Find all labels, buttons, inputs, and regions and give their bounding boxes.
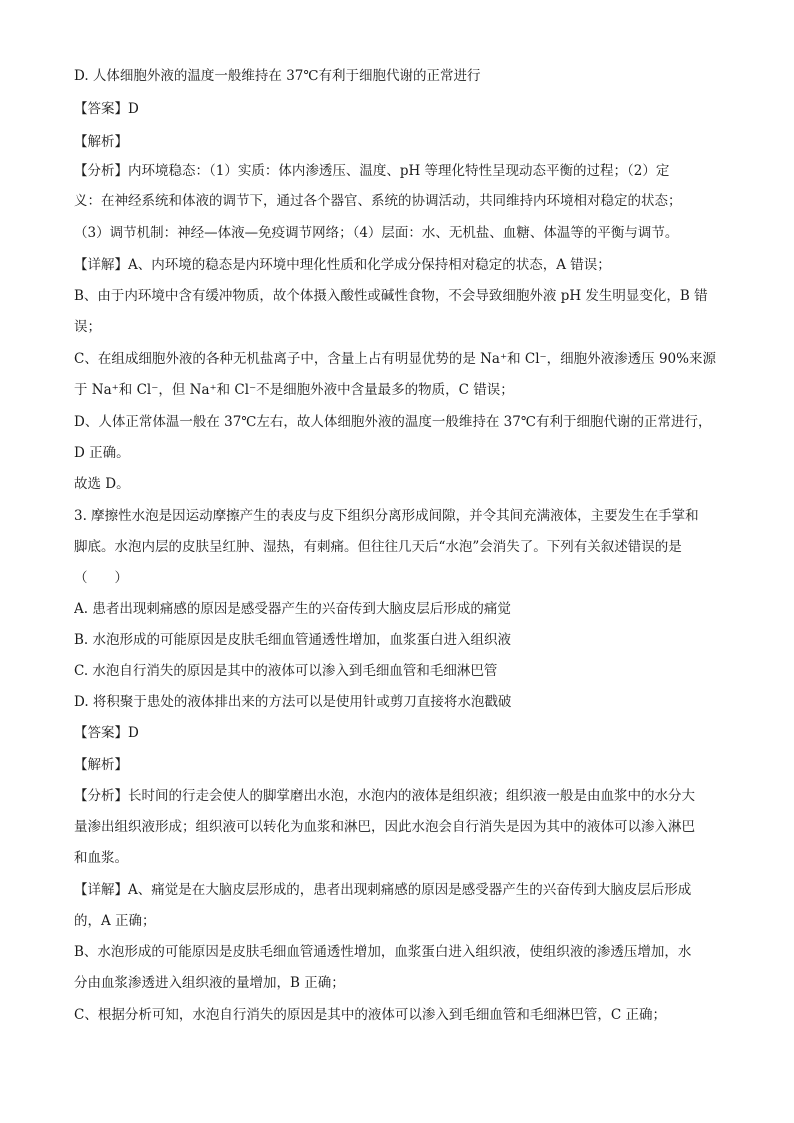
detail-b-line-2: 误； bbox=[74, 319, 101, 335]
detail-c-line-1: C、在组成细胞外液的各种无机盐离子中，含量上占有明显优势的是 Na⁺和 Cl⁻，细胞外液渗透压 90%来源 bbox=[74, 351, 716, 367]
detail-2-b-line-2: 分由血浆渗透进入组织液的量增加，B 正确； bbox=[74, 975, 345, 991]
detail-d-line-1: D、人体正常体温一般在 37℃左右，故人体细胞外液的温度一般维持在 37℃有利于细胞代谢的正常进行， bbox=[74, 414, 712, 430]
option-a: A. 患者出现刺痛感的原因是感受器产生的兴奋传到大脑皮层后形成的痛觉 bbox=[74, 601, 511, 617]
answer-label-2: 【答案】D bbox=[74, 725, 139, 741]
answer-label: 【答案】D bbox=[74, 101, 139, 117]
question-3-line-1: 3. 摩擦性水泡是因运动摩擦产生的表皮与皮下组织分离形成间隙，并令其间充满液体，主要发生在手掌和 bbox=[74, 508, 699, 524]
question-3-blank: （ ） bbox=[74, 570, 128, 586]
detail-2-a-line-2: 的，A 正确； bbox=[74, 913, 156, 929]
option-b: B. 水泡形成的可能原因是皮肤毛细血管通透性增加，血浆蛋白进入组织液 bbox=[74, 632, 512, 648]
detail-2-a-line-1: 【详解】A、痛觉是在大脑皮层形成的，患者出现刺痛感的原因是感受器产生的兴奋传到大脑皮层后形成 bbox=[74, 882, 692, 898]
detail-b-line-1: B、由于内环境中含有缓冲物质，故个体摄入酸性或碱性食物，不会导致细胞外液 pH 发生明显变化，B 错 bbox=[74, 288, 708, 304]
detail-d-line-2: D 正确。 bbox=[74, 445, 130, 461]
analysis-line-2: 义：在神经系统和体液的调节下，通过各个器官、系统的协调活动，共同维持内环境相对稳定的状态； bbox=[74, 193, 682, 209]
detail-2-c: C、根据分析可知，水泡自行消失的原因是其中的液体可以渗入到毛细血管和毛细淋巴管，C 正确； bbox=[74, 1007, 666, 1023]
analysis-2-line-2: 量渗出组织液形成；组织液可以转化为血浆和淋巴，因此水泡会自行消失是因为其中的液体可以渗入淋巴 bbox=[74, 819, 695, 835]
detail-a: 【详解】A、内环境的稳态是内环境中理化性质和化学成分保持相对稳定的状态，A 错误； bbox=[74, 257, 611, 273]
analysis-line-1: 【分析】内环境稳态：（1）实质：体内渗透压、温度、pH 等理化特性呈现动态平衡的过程；（2）定 bbox=[74, 163, 670, 179]
option-d: D. 将积聚于患处的液体排出来的方法可以是使用针或剪刀直接将水泡戳破 bbox=[74, 694, 512, 710]
question-3-line-2: 脚底。水泡内层的皮肤呈红肿、湿热，有刺痛。但往往几天后“水泡”会消失了。下列有关叙述错误的是 bbox=[74, 539, 682, 555]
detail-2-b-line-1: B、水泡形成的可能原因是皮肤毛细血管通透性增加，血浆蛋白进入组织液，使组织液的渗透压增加，水 bbox=[74, 944, 692, 960]
analysis-2-line-1: 【分析】长时间的行走会使人的脚掌磨出水泡，水泡内的液体是组织液；组织液一般是由血浆中的水分大 bbox=[74, 788, 695, 804]
analysis-line-3: （3）调节机制：神经—体液—免疫调节网络；（4）层面：水、无机盐、血糖、体温等的平衡与调节。 bbox=[74, 225, 679, 241]
choice-conclusion: 故选 D。 bbox=[74, 476, 130, 492]
option-c: C. 水泡自行消失的原因是其中的液体可以渗入到毛细血管和毛细淋巴管 bbox=[74, 663, 498, 679]
option-d-previous: D. 人体细胞外液的温度一般维持在 37℃有利于细胞代谢的正常进行 bbox=[74, 68, 481, 84]
detail-c-line-2: 于 Na⁺和 Cl⁻，但 Na⁺和 Cl⁻不是细胞外液中含量最多的物质，C 错误； bbox=[74, 382, 514, 398]
explanation-label-2: 【解析】 bbox=[74, 757, 128, 773]
explanation-label: 【解析】 bbox=[74, 134, 128, 150]
analysis-2-line-3: 和血浆。 bbox=[74, 850, 128, 866]
